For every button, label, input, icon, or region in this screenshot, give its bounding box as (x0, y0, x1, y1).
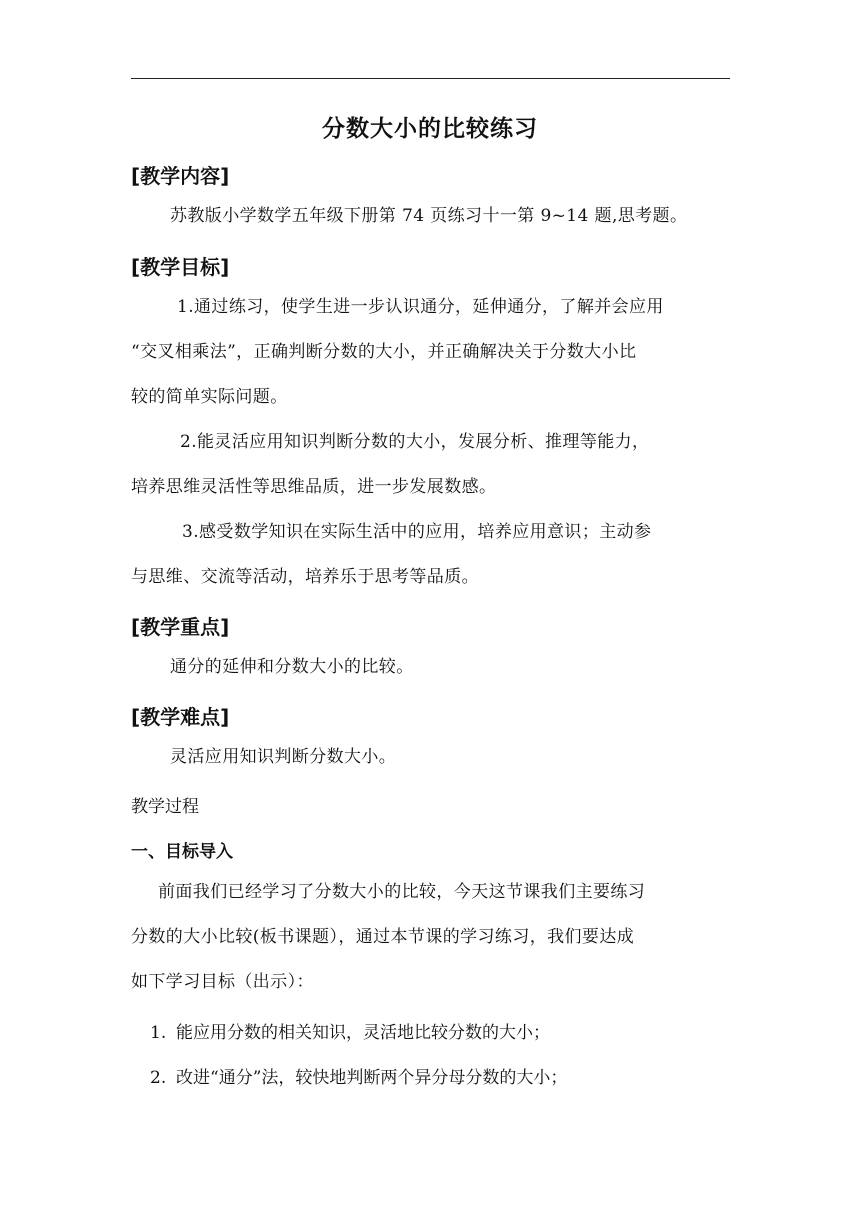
goal1-line2: “交叉相乘法”，正确判断分数的大小，并正确解决关于分数大小比 (131, 342, 637, 362)
goal2-line2: 培养思维灵活性等思维品质，进一步发展数感。 (131, 477, 497, 497)
goal1-line3: 较的简单实际问题。 (131, 387, 288, 407)
content-heading: [教学内容] (131, 164, 230, 188)
difficulty-text: 灵活应用知识判断分数大小。 (170, 747, 397, 767)
list-item-number: 1. (150, 1023, 167, 1043)
intro-line2: 分数的大小比较(板书课题），通过本节课的学习练习，我们要达成 (131, 927, 635, 947)
list-item-text: 能应用分数的相关知识，灵活地比较分数的大小； (176, 1023, 550, 1043)
intro-line1: 前面我们已经学习了分数大小的比较，今天这节课我们主要练习 (158, 882, 646, 902)
list-item (150, 1018, 550, 1043)
key-text: 通分的延伸和分数大小的比较。 (170, 657, 414, 677)
difficulty-heading: [教学难点] (131, 705, 230, 729)
list-item-text: 改进“通分”法，较快地判断两个异分母分数的大小； (176, 1068, 568, 1088)
goal3-line1: 3.感受数学知识在实际生活中的应用，培养应用意识；主动参 (182, 522, 652, 542)
key-heading: [教学重点] (131, 615, 230, 639)
goal2-line1: 2.能灵活应用知识判断分数的大小，发展分析、推理等能力， (180, 432, 650, 452)
list-item (150, 1063, 567, 1088)
goals-heading: [教学目标] (131, 255, 230, 279)
header-rule (131, 78, 730, 79)
intro-line3: 如下学习目标（出示）： (131, 972, 314, 992)
document-title: 分数大小的比较练习 (322, 116, 538, 142)
list-item-number: 2. (150, 1068, 167, 1088)
goal3-line2: 与思维、交流等活动，培养乐于思考等品质。 (131, 567, 479, 587)
content-text: 苏教版小学数学五年级下册第 74 页练习十一第 9~14 题,思考题。 (170, 206, 688, 226)
goal1-line1: 1.通过练习，使学生进一步认识通分，延伸通分，了解并会应用 (177, 297, 664, 317)
process-label: 教学过程 (131, 797, 199, 817)
part1-heading: 一、目标导入 (131, 842, 233, 862)
